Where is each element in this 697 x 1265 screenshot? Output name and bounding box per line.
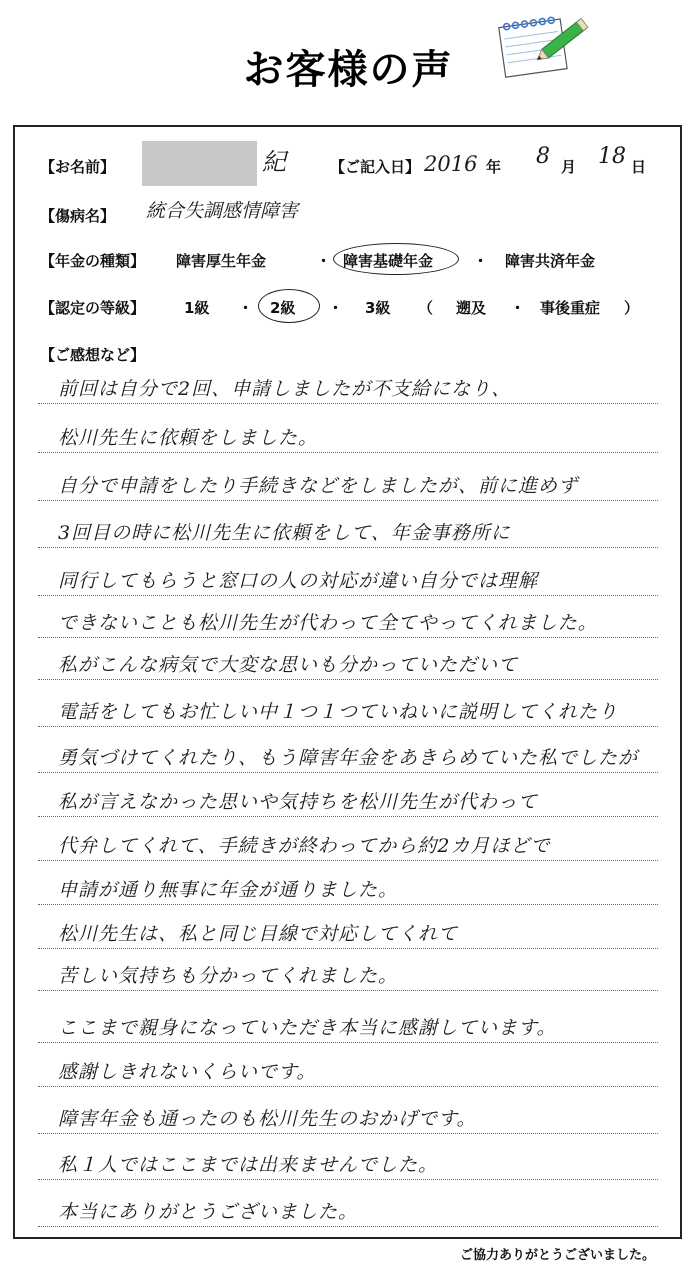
pension-separator: ・: [316, 252, 332, 270]
grade-paren-open: （: [418, 299, 434, 317]
pension-type-welfare: 障害厚生年金: [176, 252, 267, 270]
ruled-line: [38, 595, 658, 596]
comment-line: 松川先生は、私と同じ目線で対応してくれて: [58, 923, 459, 945]
pension-type-mutual: 障害共済年金: [505, 252, 596, 270]
page-title: お客様の声: [243, 47, 454, 93]
ruled-line: [38, 904, 658, 905]
name-value: 紀: [262, 148, 286, 176]
ruled-line: [38, 403, 658, 404]
comments-label: 【ご感想など】: [40, 346, 146, 364]
comment-line: 代弁してくれて、手続きが終わってから約2カ月ほどで: [58, 835, 551, 857]
date-label: 【ご記入日】: [330, 158, 421, 176]
ruled-line: [38, 1086, 658, 1087]
ruled-line: [38, 990, 658, 991]
comment-line: ここまで親身になっていただき本当に感謝しています。: [58, 1017, 557, 1039]
grade-1: 1級: [184, 299, 210, 317]
date-year: 2016: [424, 152, 478, 176]
comment-line: 私が言えなかった思いや気持ちを松川先生が代わって: [58, 791, 538, 813]
grade-separator: ・: [238, 299, 254, 317]
ruled-line: [38, 637, 658, 638]
notepad-pencil-icon: [496, 8, 596, 80]
date-month: 8: [536, 144, 550, 169]
grade-3: 3級: [365, 299, 391, 317]
ruled-line: [38, 772, 658, 773]
grade-label: 【認定の等級】: [40, 299, 146, 317]
grade-separator: ・: [510, 299, 526, 317]
year-unit: 年: [486, 158, 502, 176]
grade-retroactive: 遡及: [456, 299, 487, 317]
redacted-name: [142, 141, 257, 186]
ruled-line: [38, 500, 658, 501]
grade-post-severe: 事後重症: [540, 299, 601, 317]
ruled-line: [38, 726, 658, 727]
ruled-line: [38, 1226, 658, 1227]
comment-line: 前回は自分で2回、申請しましたが不支給になり、: [58, 378, 512, 400]
month-unit: 月: [561, 158, 577, 176]
ruled-line: [38, 452, 658, 453]
comment-line: 私１人ではここまでは出来ませんでした。: [58, 1154, 439, 1176]
pension-separator: ・: [473, 252, 489, 270]
date-day: 18: [598, 144, 626, 169]
comment-line: 私がこんな病気で大変な思いも分かっていただいて: [58, 654, 519, 676]
comment-line: できないことも松川先生が代わって全てやってくれました。: [58, 612, 598, 634]
comment-line: 申請が通り無事に年金が通りました。: [58, 879, 399, 901]
comment-line: 電話をしてもお忙しい中１つ１つていねいに説明してくれたり: [58, 701, 619, 723]
comment-line: 同行してもらうと窓口の人の対応が違い自分では理解: [58, 570, 539, 592]
comment-line: 本当にありがとうございました。: [58, 1201, 359, 1223]
day-unit: 日: [631, 158, 647, 176]
ruled-line: [38, 860, 658, 861]
comment-line: 3回目の時に松川先生に依頼をして、年金事務所に: [58, 522, 511, 544]
comment-line: 自分で申請をしたり手続きなどをしましたが、前に進めず: [58, 475, 579, 497]
ruled-line: [38, 1133, 658, 1134]
comment-line: 苦しい気持ちも分かってくれました。: [58, 965, 399, 987]
ruled-line: [38, 816, 658, 817]
disease-label: 【傷病名】: [40, 207, 116, 225]
ruled-line: [38, 679, 658, 680]
grade-separator: ・: [328, 299, 344, 317]
pension-type-label: 【年金の種類】: [40, 252, 146, 270]
ruled-line: [38, 1179, 658, 1180]
ruled-line: [38, 547, 658, 548]
footer-thanks: ご協力ありがとうございました。: [459, 1248, 655, 1263]
comment-line: 勇気づけてくれたり、もう障害年金をあきらめていた私でしたが: [58, 747, 639, 769]
comment-line: 感謝しきれないくらいです。: [58, 1061, 317, 1083]
grade-paren-close: ）: [624, 299, 640, 317]
comment-line: 松川先生に依頼をしました。: [58, 427, 319, 449]
name-label: 【お名前】: [40, 158, 116, 176]
ruled-line: [38, 1042, 658, 1043]
pension-type-basic: 障害基礎年金: [343, 252, 434, 270]
comment-line: 障害年金も通ったのも松川先生のおかげです。: [58, 1108, 477, 1130]
grade-2: 2級: [270, 299, 296, 317]
ruled-line: [38, 948, 658, 949]
disease-value: 統合失調感情障害: [146, 200, 299, 222]
